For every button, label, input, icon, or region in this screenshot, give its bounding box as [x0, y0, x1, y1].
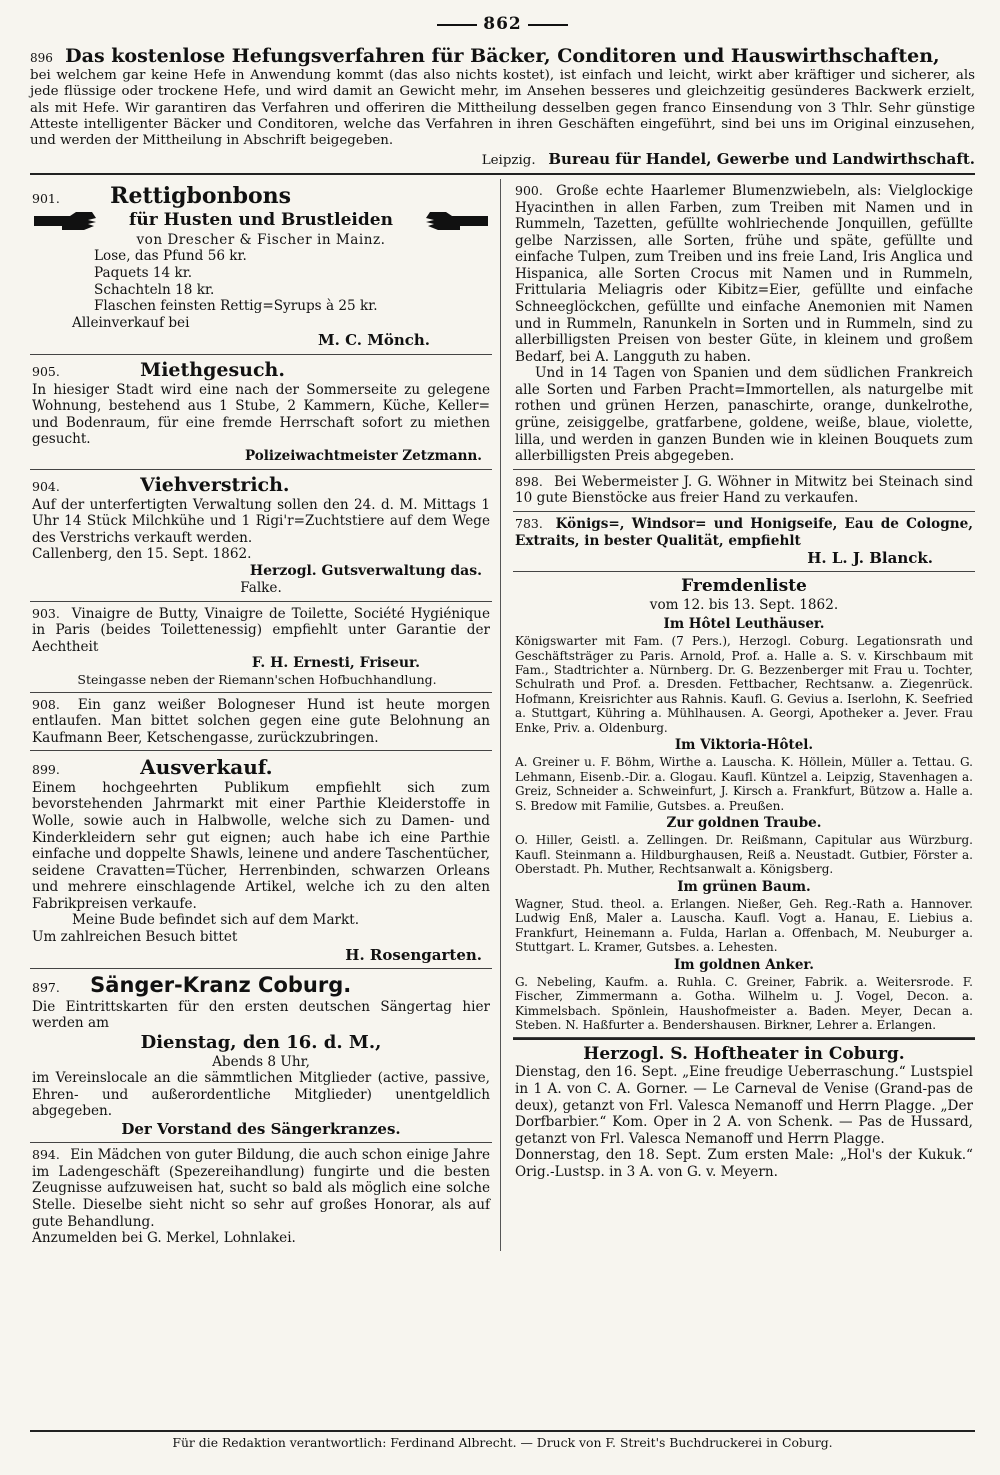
- list-section: [515, 815, 973, 877]
- ad-783: 783. Königs=, Windsor= und Honigseife, Eau de Cologne, Extraits, in bester Qualität, empfiehlt H. L. J. Blanck.: [513, 512, 975, 572]
- ad-subtitle: für Husten und Brustleiden: [129, 210, 393, 231]
- ad-body: Und in 14 Tagen von Spanien und dem südlichen Frankreich alle Sorten und Farben Pracht=Immortellen, als naturgelbe mit rothen und grünen Herzen, panaschirte, orange, dunkelrothe, grüne, zeisiggelbe, gratfarbene, goldene, weiße, blaue, violette, lilla, und werden in ganzen Bunden wie in kleinen Bouquets zum allerbilligsten Preis abgegeben.: [515, 365, 973, 465]
- ad-line: Um zahlreichen Besuch bittet: [32, 929, 238, 946]
- ad-date: Callenberg, den 15. Sept. 1862.: [32, 546, 252, 563]
- pointing-hand-right-icon: [32, 210, 98, 232]
- section-text: Königswarter mit Fam. (7 Pers.), Herzogl. Coburg. Legationsrath und Geschäftsträger zu Paris. Arnold, Prof. a. Halle a. S. v. Kirschbaum mit Fam., Stadtrichter a. Nürnberg. Dr. G. Bezzenberger mit Frau u. Tochter, Schulrath und Prof. a. Dresden. Fettbacher, Rechtsanw. a. Ziegenrück. Hofmann, Kreisrichter aus Rahnis. Kaufl. G. Gevius a. Iserlohn, K. Seefried a. Stuttgart, Kühring a. Mühlhausen. A. Georgi, Apotheker a. Jever. Frau Enke, Priv. a. Oldenburg.: [515, 634, 973, 735]
- section-text: O. Hiller, Geistl. a. Zellingen. Dr. Reißmann, Capitular aus Würzburg. Kaufl. Steinmann a. Hildburghausen, Reiß a. Neustadt. Gutbier, Förster a. Oberstadt. Ph. Muther, Rechtsanwalt a. Königsberg.: [515, 833, 973, 877]
- list-section: [515, 957, 973, 1033]
- ad-signature: H. Rosengarten.: [345, 945, 482, 964]
- ad-signature: H. L. J. Blanck.: [807, 549, 933, 568]
- ad-body: Vinaigre de Butty, Vinaigre de Toilette, Société Hygiénique in Paris (beides Toilettenessig) empfiehlt unter Garantie der Aechtheit: [32, 605, 490, 655]
- list-section: [515, 879, 973, 955]
- ad-899: 899. Ausverkauf. Einem hochgeehrten Publikum empfiehlt sich zum bevorstehenden Jahrmarkt mit einer Parthie Kleiderstoffe in Wolle, sowie auch in Halbwolle, welche sich zu Damen- und Kinderkleidern sehr gut eignen; auch habe ich eine Parthie einfache und doppelte Shawls, leinene und andere Taschentücher, seidene Cravatten=Tücher, Herrenbinden, schwarzen Orleans und mehrere einschlagende Artikel, welche ich zu den alten Fabrikpreisen verkaufe. Meine Bude befindet sich auf dem Markt. Um zahlreichen Besuch bittet H. Rosengarten.: [30, 751, 492, 968]
- ad-signature: M. C. Mönch.: [318, 331, 430, 350]
- ad-title: Ausverkauf.: [140, 755, 273, 780]
- ad-body: Ein Mädchen von guter Bildung, die auch schon einige Jahre im Ladengeschäft (Spezereihandlung) fungirte und die besten Zeugnisse aufzuweisen hat, sucht so bald als möglich eine solche Stelle. Dieselbe sieht nicht so sehr auf großes Honorar, als auf gute Behandlung.: [32, 1147, 490, 1230]
- ad-title: Rettigbonbons: [110, 182, 292, 209]
- theater-line: Dienstag, den 16. Sept. „Eine freudige Ueberraschung.“ Lustspiel in 1 A. von C. A. Gorner. — Le Carneval de Venise (Grand-pas de deux), getanzt von Frl. Valesca Nemanoff und Herrn Plagge. „Der Dorfbarbier.“ Kom. Oper in 2 A. von Schenk. — Pas de Hussard, getanzt von Frl. Valesca Nemanoff und Herrn Plagge.: [515, 1064, 973, 1147]
- ad-908: 908. Ein ganz weißer Bologneser Hund ist heute morgen entlaufen. Man bittet solchen gegen eine gute Belohnung an Kaufmann Beer, Ketschengasse, zurückzubringen.: [30, 693, 492, 752]
- ad-body: Königs=, Windsor= und Honigseife, Eau de Cologne, Extraits, in bester Qualität, empfiehlt: [515, 515, 973, 549]
- ad-898: 898. Bei Webermeister J. G. Wöhner in Mitwitz bei Steinach sind 10 gute Bienstöcke aus freier Hand zu verkaufen.: [513, 470, 975, 512]
- list-title: Fremdenliste: [681, 576, 807, 597]
- ad-title: Miethgesuch.: [140, 358, 285, 381]
- ad-time: Abends 8 Uhr,: [212, 1053, 310, 1070]
- ad-894: 894. Ein Mädchen von guter Bildung, die auch schon einige Jahre im Ladengeschäft (Spezereihandlung) fungirte und die besten Zeugnisse aufzuweisen hat, sucht so bald als möglich eine solche Stelle. Dieselbe sieht nicht so sehr auf großes Honorar, als auf gute Behandlung. Anzumelden bei G. Merkel, Lohnlakei.: [32, 1147, 490, 1247]
- divider: [30, 173, 975, 175]
- ad-title: Sänger-Kranz Coburg.: [90, 972, 352, 997]
- section-heading: Im Hôtel Leuthäuser.: [663, 615, 825, 632]
- ad-body: im Vereinslocale an die sämmtlichen Mitglieder (active, passive, Ehren- und außerordentliche Mitglieder) unentgeldlich abgegeben.: [32, 1070, 490, 1120]
- ad-body: Auf der unterfertigten Verwaltung sollen den 24. d. M. Mittags 1 Uhr 14 Stück Milchkühe und 1 Rigi'r=Zuchtstiere auf dem Wege des Verstrichs verkauft werden.: [32, 496, 490, 546]
- ad-904: 904. Viehverstrich. Auf der unterfertigten Verwaltung sollen den 24. d. M. Mittags 1 Uhr 14 Stück Milchkühe und 1 Rigi'r=Zuchtstiere auf dem Wege des Verstrichs verkauft werden. Callenberg, den 15. Sept. 1862. Herzogl. Gutsverwaltung das. Falke.: [30, 470, 492, 602]
- section-heading: Zur goldnen Traube.: [666, 814, 822, 831]
- ad-signature: F. H. Ernesti, Friseur.: [251, 655, 420, 672]
- ad-maker: von Drescher & Fischer in Mainz.: [136, 231, 386, 248]
- ad-title: Viehverstrich.: [140, 473, 290, 496]
- ad-signature: Der Vorstand des Sängerkranzes.: [121, 1119, 401, 1138]
- columns: [30, 179, 975, 1251]
- ad-896: [30, 45, 975, 169]
- ad-signature: Herzogl. Gutsverwaltung das.: [249, 563, 482, 579]
- ad-body: Ein ganz weißer Bologneser Hund ist heute morgen entlaufen. Man bittet solchen gegen eine gute Belohnung an Kaufmann Beer, Ketschengasse, zurückzubringen.: [32, 696, 490, 746]
- ad-905: 905. Miethgesuch. In hiesiger Stadt wird eine nach der Sommerseite zu gelegene Wohnung, bestehend aus 1 Stube, 2 Kammern, Küche, Keller= und Bodenraum, für eine fremde Herrschaft sofort zu miethen gesucht. Polizeiwachtmeister Zetzmann.: [30, 355, 492, 470]
- right-column: [505, 179, 975, 1251]
- ad-line: Lose, das Pfund 56 kr.: [94, 248, 247, 265]
- ad-903: 903. Vinaigre de Butty, Vinaigre de Toilette, Société Hygiénique in Paris (beides Toilettenessig) empfiehlt unter Garantie der Aechtheit F. H. Ernesti, Friseur. Steingasse neben der Riemann'schen Hofbuchhandlung.: [30, 602, 492, 693]
- ad-body: Einem hochgeehrten Publikum empfiehlt sich zum bevorstehenden Jahrmarkt mit einer Parthie Kleiderstoffe in Wolle, sowie auch in Halbwolle, welche sich zu Damen- und Kinderkleidern sehr gut eignen; auch habe ich eine Parthie einfache und doppelte Shawls, leinene und andere Taschentücher, seidene Cravatten=Tücher, Herrenbinden, schwarzen Orleans und mehrere einschlagende Artikel, welche ich zu den alten Fabrikpreisen verkaufe.: [32, 779, 490, 912]
- page-number-text: 862: [483, 14, 522, 34]
- ad-line: Paquets 14 kr.: [94, 264, 193, 281]
- list-section: [515, 616, 973, 735]
- list-dates: vom 12. bis 13. Sept. 1862.: [649, 597, 839, 614]
- ad-body: Die Eintrittskarten für den ersten deutschen Sängertag hier werden am: [32, 998, 490, 1032]
- page-number: [30, 14, 975, 35]
- imprint: Für die Redaktion verantwortlich: Ferdinand Albrecht. — Druck von F. Streit's Buchdruckerei in Coburg.: [30, 1430, 975, 1450]
- ad-address: Steingasse neben der Riemann'schen Hofbuchhandlung.: [77, 672, 437, 688]
- section-heading: Im Viktoria-Hôtel.: [674, 736, 814, 753]
- ad-body: Große echte Haarlemer Blumenzwiebeln, als: Vielglockige Hyacinthen in allen Farben, zum Treiben mit Namen und in Rummeln, Tazetten, gefüllte wohlriechende Jonquillen, gefüllte gelbe Narzissen, alle Sorten, frühe und späte, gefüllte und einfache Tulpen, zum Treiben und ins freie Land, Iris Anglica und Hispanica, alle Sorten Crocus mit Namen und in Rummeln, Frittularia Meliagris oder Kibitz=Eier, gefüllte und einfache Schneeglöckchen, gefüllte und einfache Anemonien mit Namen und in Rummeln, Ranunkeln in Sorten und in Rummeln, sind zu allerbilligsten Preisen von bester Güte, in kleinem und großem Bedarf, bei A. Langguth zu haben.: [515, 182, 973, 365]
- section-text: A. Greiner u. F. Böhm, Wirthe a. Lauscha. K. Höllein, Müller a. Tettau. G. Lehmann, Eisenb.-Dir. a. Glogau. Kaufl. Küntzel a. Leipzig, Stavenhagen a. Greiz, Schneider a. Schweinfurt, J. Kirsch a. Frankfurt, Bützow a. Halle a. S. Bredow mit Familie, Gutsbes. a. Preußen.: [515, 755, 973, 813]
- section-heading: Im goldnen Anker.: [673, 956, 815, 973]
- ad-date: Dienstag, den 16. d. M.,: [140, 1031, 382, 1053]
- section-text: Wagner, Stud. theol. a. Erlangen. Nießer, Geh. Reg.-Rath a. Hannover. Ludwig Enß, Maler a. Lauscha. Kaufl. Vogt a. Hanau, E. Liebius a. Frankfurt, Heinemann a. Fulda, Harlan a. Offenbach, M. Neuburger a. Stuttgart. L. Kramer, Gutsbes. a. Lehesten.: [515, 897, 973, 955]
- ad-number: 896: [30, 50, 53, 65]
- ad-line: Flaschen feinsten Rettig=Syrups à 25 kr.: [94, 298, 378, 315]
- section-text: G. Nebeling, Kaufm. a. Ruhla. C. Greiner, Fabrik. a. Weitersrode. F. Fischer, Zimmermann a. Gotha. Wilhelm u. J. Vogel, Decon. a. Kimmelsbach. Spönlein, Haushofmeister a. Baden. Meyer, Decan a. Steben. N. Haßfurter a. Bendershausen. Birkner, Lehrer a. Erlangen.: [515, 975, 973, 1033]
- ad-body: In hiesiger Stadt wird eine nach der Sommerseite zu gelegene Wohnung, bestehend aus 1 Stube, 2 Kammern, Küche, Keller= und Bodenraum, für eine fremde Herrschaft sofort zu miethen gesucht.: [32, 381, 490, 448]
- list-section: [515, 737, 973, 813]
- ad-901: 901. Rettigbonbons für Husten und Brustleiden von Drescher & Fischer in Mainz. Lose, das Pfund 56 kr. Paquets 14 kr. Schachteln 18 kr. Flaschen feinsten Rettig=Syrups à 25 kr. Alleinverkauf bei M. C. Mönch.: [30, 179, 492, 355]
- left-column: [30, 179, 501, 1251]
- ad-signature: Polizeiwachtmeister Zetzmann.: [244, 448, 482, 465]
- ad-name: Falke.: [240, 580, 282, 597]
- fremdenliste: [513, 572, 975, 1037]
- ad-title: Das kostenlose Hefungsverfahren für Bäcker, Conditoren und Hauswirthschaften,: [65, 44, 940, 67]
- ad-897: 897. Sänger-Kranz Coburg. Die Eintrittskarten für den ersten deutschen Sängertag hier werden am Dienstag, den 16. d. M., Abends 8 Uhr, im Vereinslocale an die sämmtlichen Mitglieder (active, passive, Ehren- und außerordentliche Mitglieder) unentgeldlich abgegeben. Der Vorstand des Sängerkranzes.: [30, 969, 492, 1143]
- ad-signature: Leipzig. Bureau für Handel, Gewerbe und Landwirthschaft.: [481, 149, 975, 168]
- ad-body: Bei Webermeister J. G. Wöhner in Mitwitz bei Steinach sind 10 gute Bienstöcke aus freier Hand zu verkaufen.: [515, 473, 973, 507]
- ad-900: 900. Große echte Haarlemer Blumenzwiebeln, als: Vielglockige Hyacinthen in allen Farben, zum Treiben mit Namen und in Rummeln, Tazetten, gefüllte wohlriechende Jonquillen, gefüllte gelbe Narzissen, alle Sorten, frühe und späte, gefüllte und einfache Tulpen, zum Treiben und ins freie Land, Iris Anglica und Hispanica, alle Sorten Crocus mit Namen und in Rummeln, Frittularia Meliagris oder Kibitz=Eier, gefüllte und einfache Schneeglöckchen, gefüllte und einfache Anemonien mit Namen und in Rummeln, Ranunkeln in Sorten und in Rummeln, sind zu allerbilligsten Preisen von bester Güte, in kleinem und großem Bedarf, bei A. Langguth zu haben. Und in 14 Tagen von Spanien und dem südlichen Frankreich alle Sorten und Farben Pracht=Immortellen, als naturgelbe mit rothen und grünen Herzen, panaschirte, orange, dunkelrothe, grüne, zeisiggelbe, gratfarbene, goldene, weiße, blaue, violette, lilla, und werden in ganzen Bunden wie in kleinen Bouquets zum allerbilligsten Preis abgegeben.: [513, 179, 975, 470]
- theater-title: Herzogl. S. Hoftheater in Coburg.: [583, 1043, 905, 1064]
- ad-sale: Alleinverkauf bei: [72, 314, 190, 331]
- ad-body: bei welchem gar keine Hefe in Anwendung kommt (das also nichts kostet), ist einfach und leicht, wirkt aber kräftiger und sicherer, als jede flüssige oder trockene Hefe, und wird damit an Gewicht mehr, im Ansehen besseres und gleichzeitig gesünderes Backwerk erzielt, als mit Hefe. Wir garantiren das Verfahren und offeriren die Mittheilung desselben gegen franco Einsendung von 3 Thlr. Sehr günstige Atteste intelligenter Bäcker und Conditoren, welche das Verfahren in ihren Geschäften eingeführt, sind bei uns im Original einzusehen, und werden der Mittheilung in Abschrift beigegeben.: [30, 67, 975, 149]
- ad-line: Schachteln 18 kr.: [94, 281, 215, 298]
- pointing-hand-left-icon: [424, 210, 490, 232]
- ad-line: Anzumelden bei G. Merkel, Lohnlakei.: [32, 1230, 296, 1247]
- newspaper-page: [30, 14, 975, 1251]
- theater-line: Donnerstag, den 18. Sept. Zum ersten Male: „Hol's der Kukuk.“ Orig.-Lustsp. in 3 A. von G. v. Meyern.: [515, 1147, 973, 1180]
- theater-program: [513, 1038, 975, 1185]
- ad-line: Meine Bude befindet sich auf dem Markt.: [72, 912, 360, 929]
- section-heading: Im grünen Baum.: [677, 878, 811, 895]
